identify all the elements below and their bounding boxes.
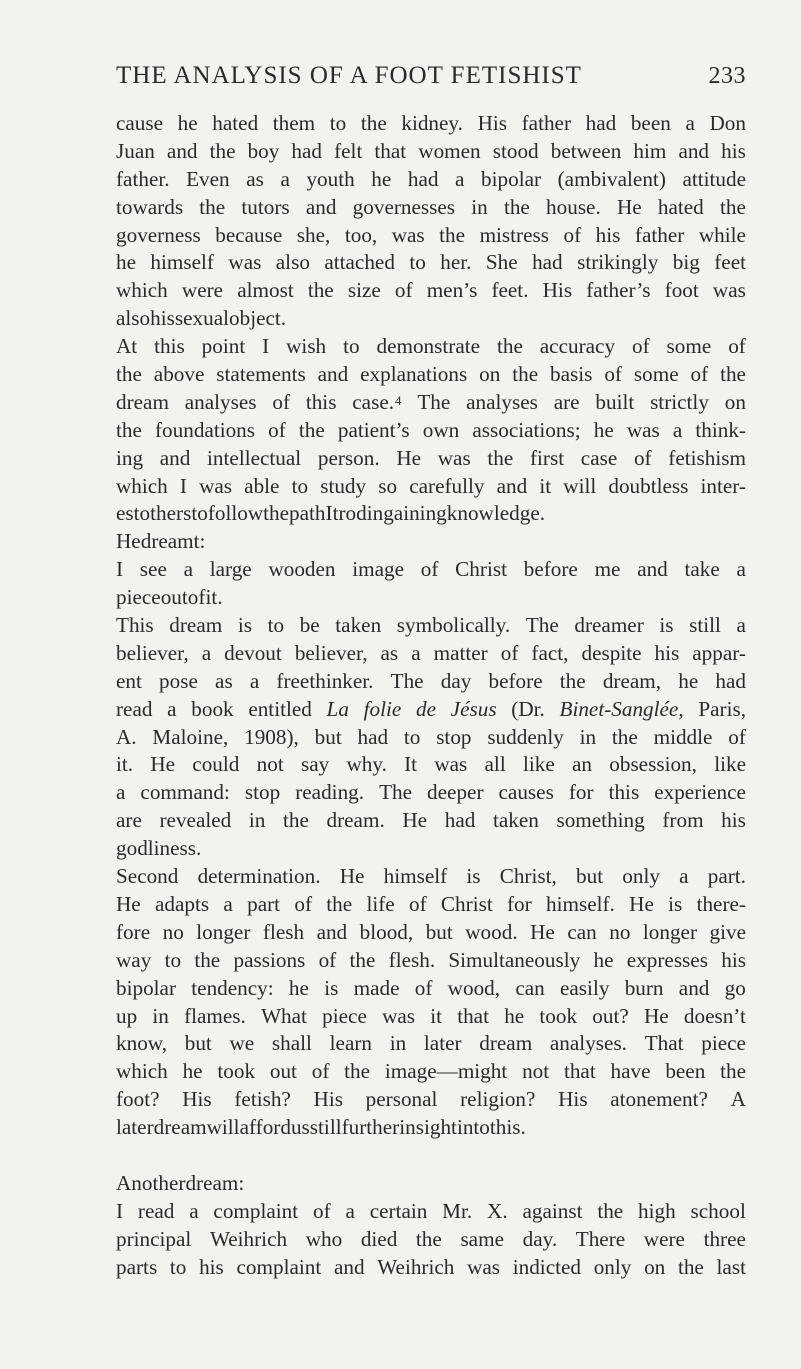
text-line: godliness. (116, 836, 202, 861)
text-line: the above statements and explanations on the basis of some of the (116, 362, 746, 387)
text-line: read a book entitled La folie de Jésus (Dr. Binet-Sanglée, Paris, (116, 696, 746, 721)
text-line: He adapts a part of the life of Christ for himself. He is there- (116, 891, 746, 916)
text-line: are revealed in the dream. He had taken something from his (116, 808, 746, 833)
text-line: which were almost the size of men’s feet. His father’s foot was (116, 278, 746, 303)
text-line: parts to his complaint and Weihrich was indicted only on the last (116, 1254, 746, 1279)
text-line: piece out of it. (116, 585, 223, 610)
text-line: At this point I wish to demonstrate the accuracy of some of (116, 334, 746, 359)
text-line: est others to follow the path I trod in gaining knowledge. (116, 501, 546, 526)
text-line: He dreamt: (116, 529, 206, 554)
text-line: I read a complaint of a certain Mr. X. against the high school (116, 1198, 746, 1223)
text-line: fore no longer flesh and blood, but wood. He can no longer give (116, 919, 746, 944)
text-line: I see a large wooden image of Christ before me and take a (116, 557, 746, 582)
text-line: which he took out of the image—might not that have been the (116, 1059, 746, 1084)
text-line: Juan and the boy had felt that women stood between him and his (116, 138, 746, 163)
text-line: This dream is to be taken symbolically. The dreamer is still a (116, 613, 746, 638)
running-head-title: THE ANALYSIS OF A FOOT FETISHIST (116, 62, 582, 89)
text-line: up in flames. What piece was it that he took out? He doesn’t (116, 1003, 746, 1028)
footnote-reference[interactable]: 4 (395, 392, 402, 408)
text-line: principal Weihrich who died the same day. There were three (116, 1226, 746, 1251)
text-line: also his sexual object. (116, 306, 287, 331)
text-line: ing and intellectual person. He was the first case of fetishism (116, 445, 746, 470)
text-line: governess because she, too, was the mistress of his father while (116, 222, 746, 247)
text-line: way to the passions of the flesh. Simultaneously he expresses his (116, 947, 746, 972)
text-line: cause he hated them to the kidney. His father had been a Don (116, 111, 746, 135)
text-line: it. He could not say why. It was all like an obsession, like (116, 752, 746, 777)
paragraph-gap (116, 1142, 746, 1170)
running-head (116, 62, 746, 90)
text-line: towards the tutors and governesses in the house. He hated the (116, 194, 746, 219)
page-number: 233 (708, 63, 746, 89)
text-line: Another dream: (116, 1170, 245, 1195)
text-line: father. Even as a youth he had a bipolar (ambivalent) attitude (116, 166, 746, 191)
text-line: bipolar tendency: he is made of wood, can easily burn and go (116, 975, 746, 1000)
text-line: believer, a devout believer, as a matter of fact, despite his appar- (116, 640, 746, 665)
text-line: foot? His fetish? His personal religion? His atonement? A (116, 1087, 746, 1112)
text-line: the foundations of the patient’s own associations; he was a think- (116, 417, 746, 442)
text-line: Second determination. He himself is Christ, but only a part. (116, 864, 746, 889)
text-line: A. Maloine, 1908), but had to stop suddenly in the middle of (116, 724, 746, 749)
text-line: which I was able to study so carefully and it will doubtless inter- (116, 473, 746, 498)
text-line: later dream will afford us still further insight into this. (116, 1115, 526, 1140)
text-line: ent pose as a freethinker. The day before the dream, he had (116, 668, 746, 693)
body-text (116, 110, 746, 1282)
text-line: know, but we shall learn in later dream analyses. That piece (116, 1031, 746, 1056)
text-line: a command: stop reading. The deeper causes for this experience (116, 780, 746, 805)
text-line: dream analyses of this case.$^4$ The analyses are built strictly on (116, 389, 746, 414)
text-line: he himself was also attached to her. She had strikingly big feet (116, 250, 746, 275)
